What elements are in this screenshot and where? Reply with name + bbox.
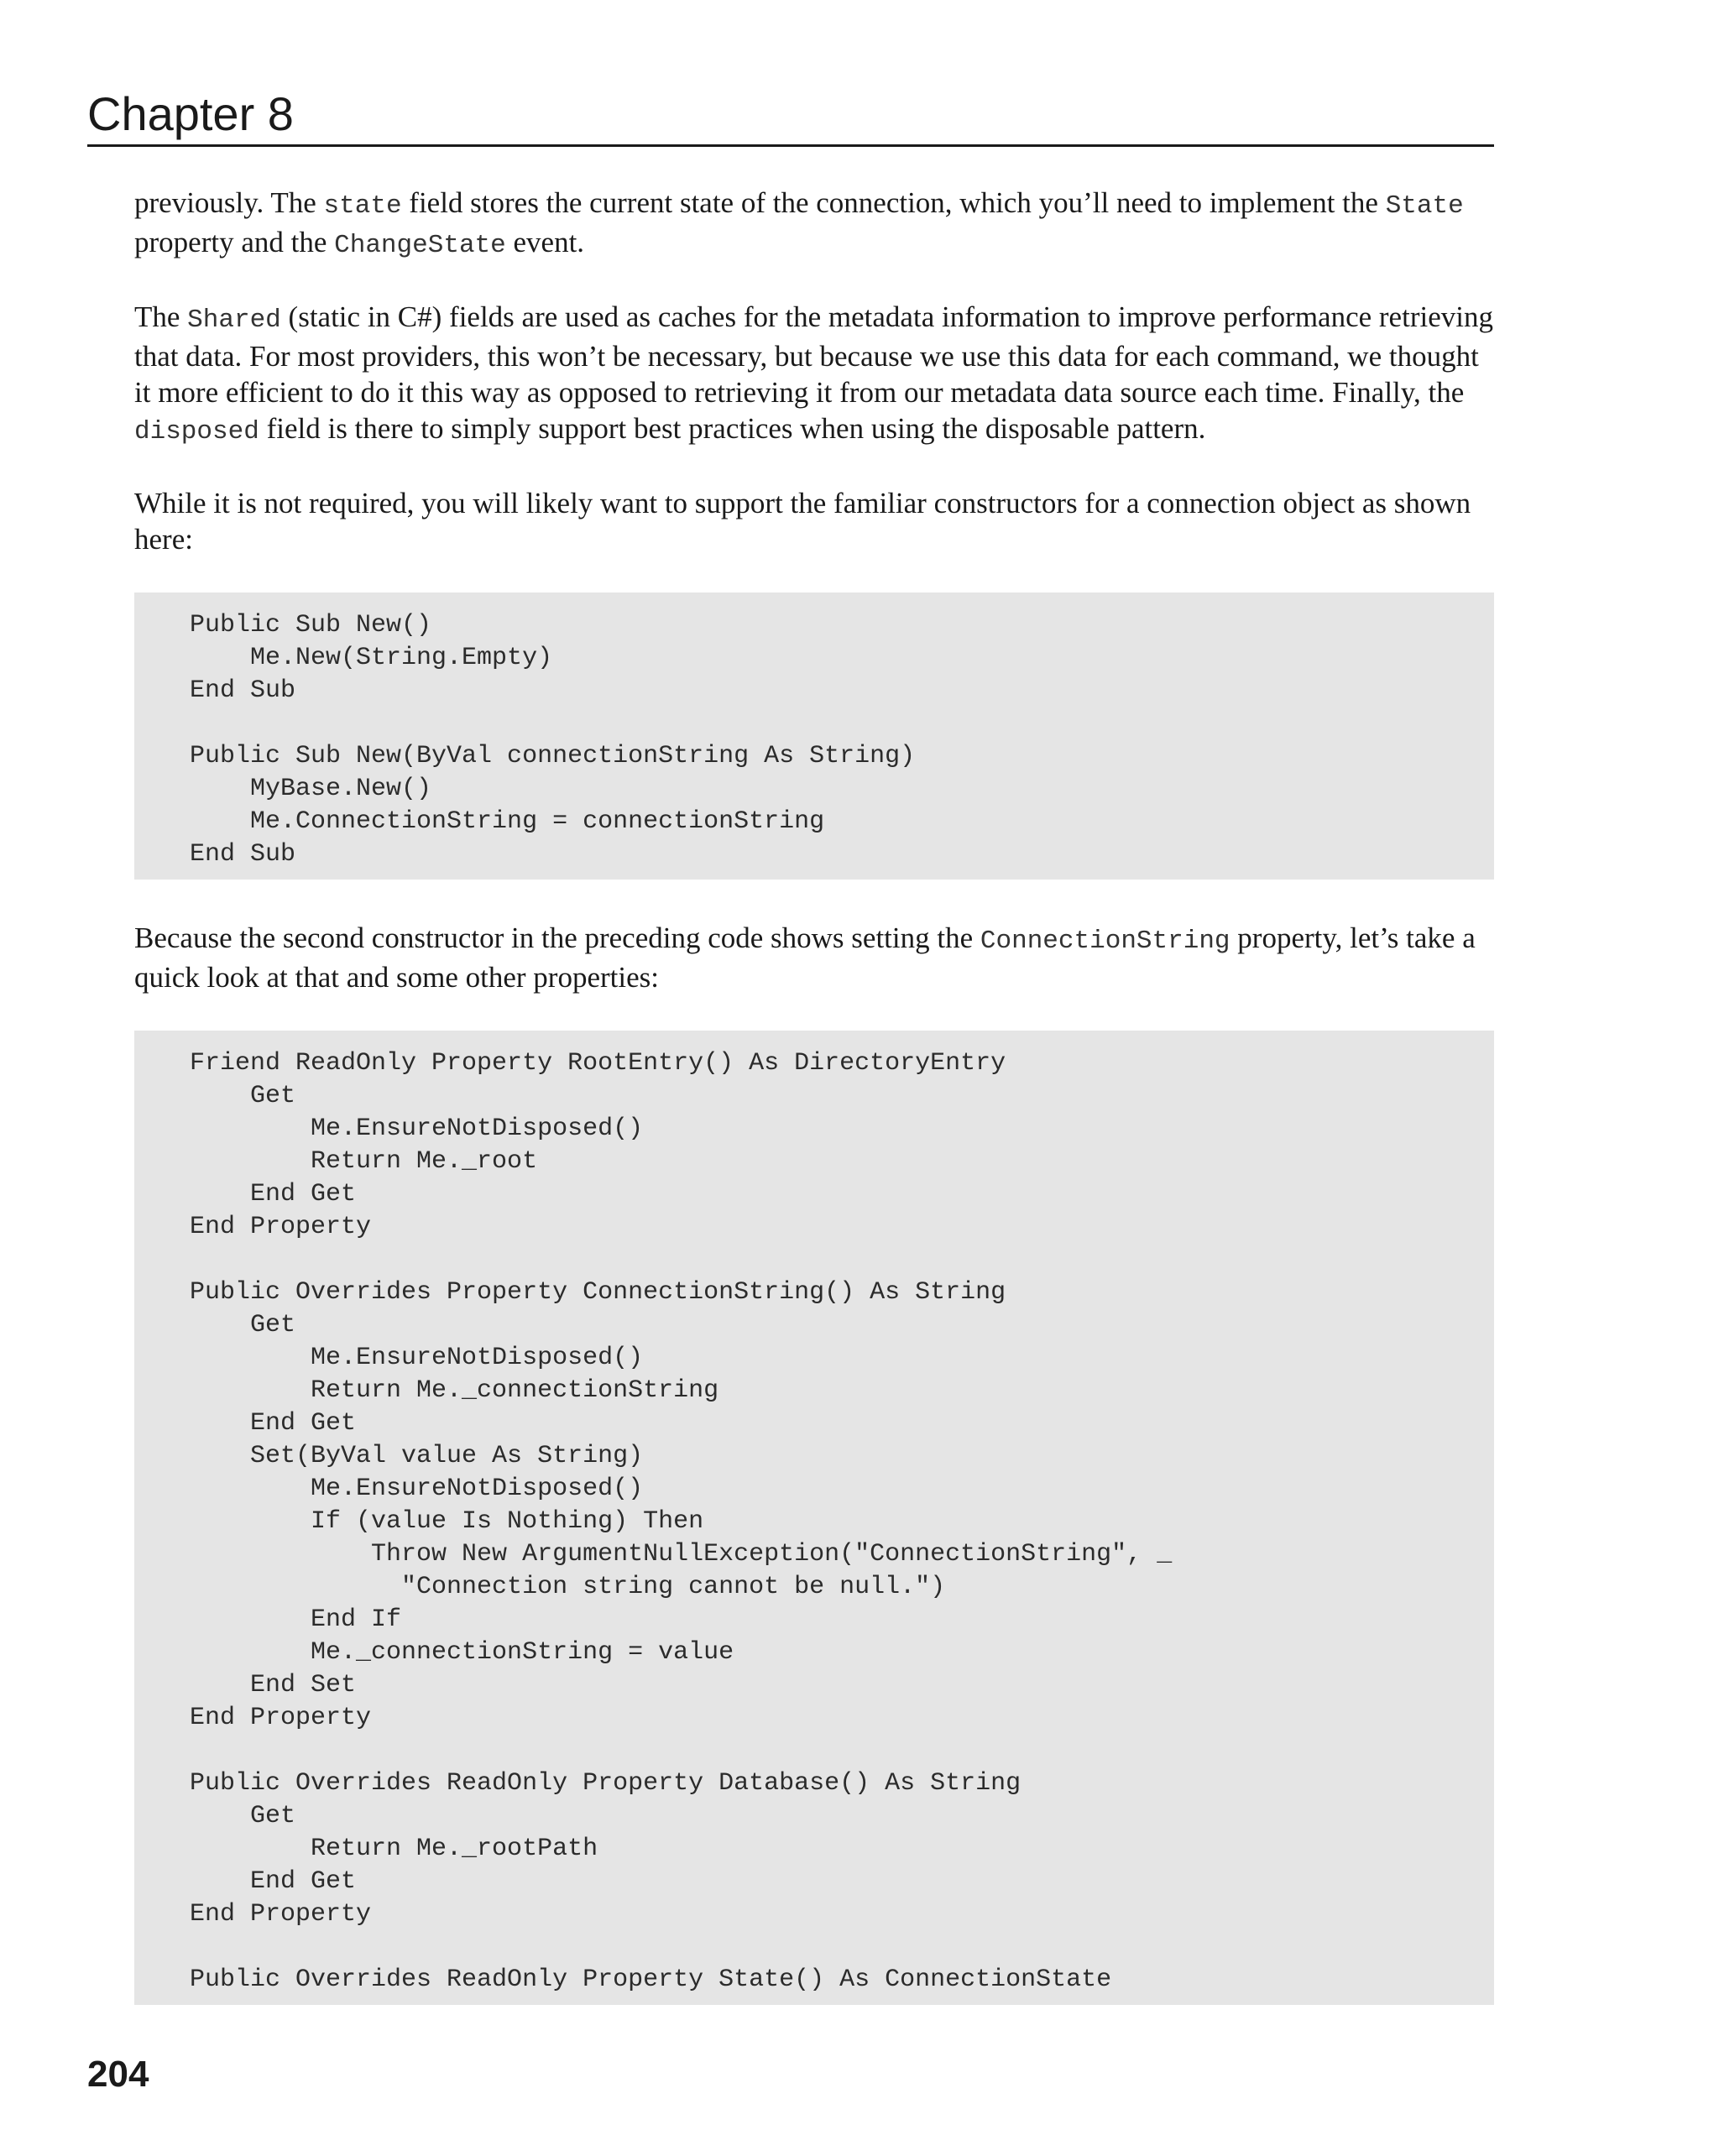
- chapter-title: Chapter 8: [87, 87, 294, 140]
- page-content: [134, 185, 1494, 2045]
- code-line: Return Me._root: [190, 1147, 538, 1176]
- paragraph-text: While it is not required, you will likely want to support the familiar constructors for a connection object as shown here:: [134, 487, 1471, 556]
- paragraph: [134, 185, 1494, 264]
- code-line: Me.New(String.Empty): [190, 644, 553, 672]
- code-line: Me.ConnectionString = connectionString: [190, 807, 825, 836]
- paragraph-text: Because the second constructor in the preceding code shows setting the: [134, 921, 980, 954]
- paragraph-text: previously. The: [134, 186, 324, 219]
- paragraph: [134, 485, 1494, 557]
- paragraph-text: field is there to simply support best practices when using the disposable pattern.: [259, 412, 1206, 445]
- code-line: End Get: [190, 1409, 357, 1438]
- inline-code: ConnectionString: [980, 927, 1230, 956]
- code-line: End Property: [190, 1900, 372, 1929]
- paragraph-text: The: [134, 300, 188, 333]
- code-line: Me.EnsureNotDisposed(): [190, 1115, 644, 1143]
- code-line: End Sub: [190, 840, 296, 869]
- code-line: Public Sub New(ByVal connectionString As String): [190, 742, 916, 770]
- code-line: [190, 1931, 1494, 1964]
- paragraph: [134, 299, 1494, 450]
- paragraph-text: property and the: [134, 226, 335, 258]
- code-line: Public Overrides ReadOnly Property State() As ConnectionState: [190, 1965, 1112, 1994]
- code-block-constructors: [134, 593, 1494, 880]
- code-line: Friend ReadOnly Property RootEntry() As DirectoryEntry: [190, 1049, 1006, 1078]
- code-line: [190, 707, 1494, 740]
- code-line: End Set: [190, 1671, 357, 1699]
- code-line: End Property: [190, 1704, 372, 1732]
- inline-code: ChangeState: [334, 231, 506, 260]
- code-line: [190, 1735, 1494, 1767]
- code-line: MyBase.New(): [190, 775, 432, 803]
- code-line: Public Overrides ReadOnly Property Database() As String: [190, 1769, 1021, 1798]
- inline-code: disposed: [134, 417, 259, 446]
- code-line: Get: [190, 1311, 296, 1339]
- chapter-header: [87, 84, 1494, 147]
- inline-code: state: [323, 191, 402, 221]
- code-block-properties: [134, 1031, 1494, 2005]
- code-line: Me._connectionString = value: [190, 1638, 734, 1667]
- code-line: End If: [190, 1605, 402, 1634]
- code-line: Throw New ArgumentNullException("ConnectionString", _: [190, 1540, 1173, 1569]
- paragraph: [134, 920, 1494, 995]
- code-line: If (value Is Nothing) Then: [190, 1507, 704, 1536]
- inline-code: State: [1385, 191, 1464, 221]
- code-line: Return Me._rootPath: [190, 1835, 598, 1863]
- code-line: Set(ByVal value As String): [190, 1442, 644, 1470]
- code-line: End Get: [190, 1180, 357, 1209]
- paragraph-text: property, let’s take a quick look at that and some other properties:: [134, 921, 1476, 994]
- code-line: Get: [190, 1082, 296, 1110]
- paragraph-text: event.: [505, 226, 585, 258]
- code-line: Get: [190, 1802, 296, 1830]
- page-number: 204: [87, 2054, 149, 2095]
- code-line: Me.EnsureNotDisposed(): [190, 1475, 644, 1503]
- code-line: End Sub: [190, 676, 296, 705]
- paragraph-text: field stores the current state of the connection, which you’ll need to implement the: [401, 186, 1386, 219]
- code-line: Public Sub New(): [190, 611, 432, 639]
- code-line: Return Me._connectionString: [190, 1376, 719, 1405]
- code-line: Me.EnsureNotDisposed(): [190, 1344, 644, 1372]
- code-line: "Connection string cannot be null."): [190, 1573, 946, 1601]
- code-line: Public Overrides Property ConnectionString() As String: [190, 1278, 1006, 1307]
- code-line: End Property: [190, 1213, 372, 1241]
- code-line: End Get: [190, 1867, 357, 1896]
- inline-code: Shared: [187, 305, 281, 335]
- paragraph-text: (static in C#) fields are used as caches for the metadata information to improve performance retrieving that data. For most providers, this won’t be necessary, but because we use this data for each command, we thought it more efficient to do it this way as opposed to retrieving it from our metadata data source each time. Finally, the: [134, 300, 1493, 409]
- code-line: [190, 1244, 1494, 1276]
